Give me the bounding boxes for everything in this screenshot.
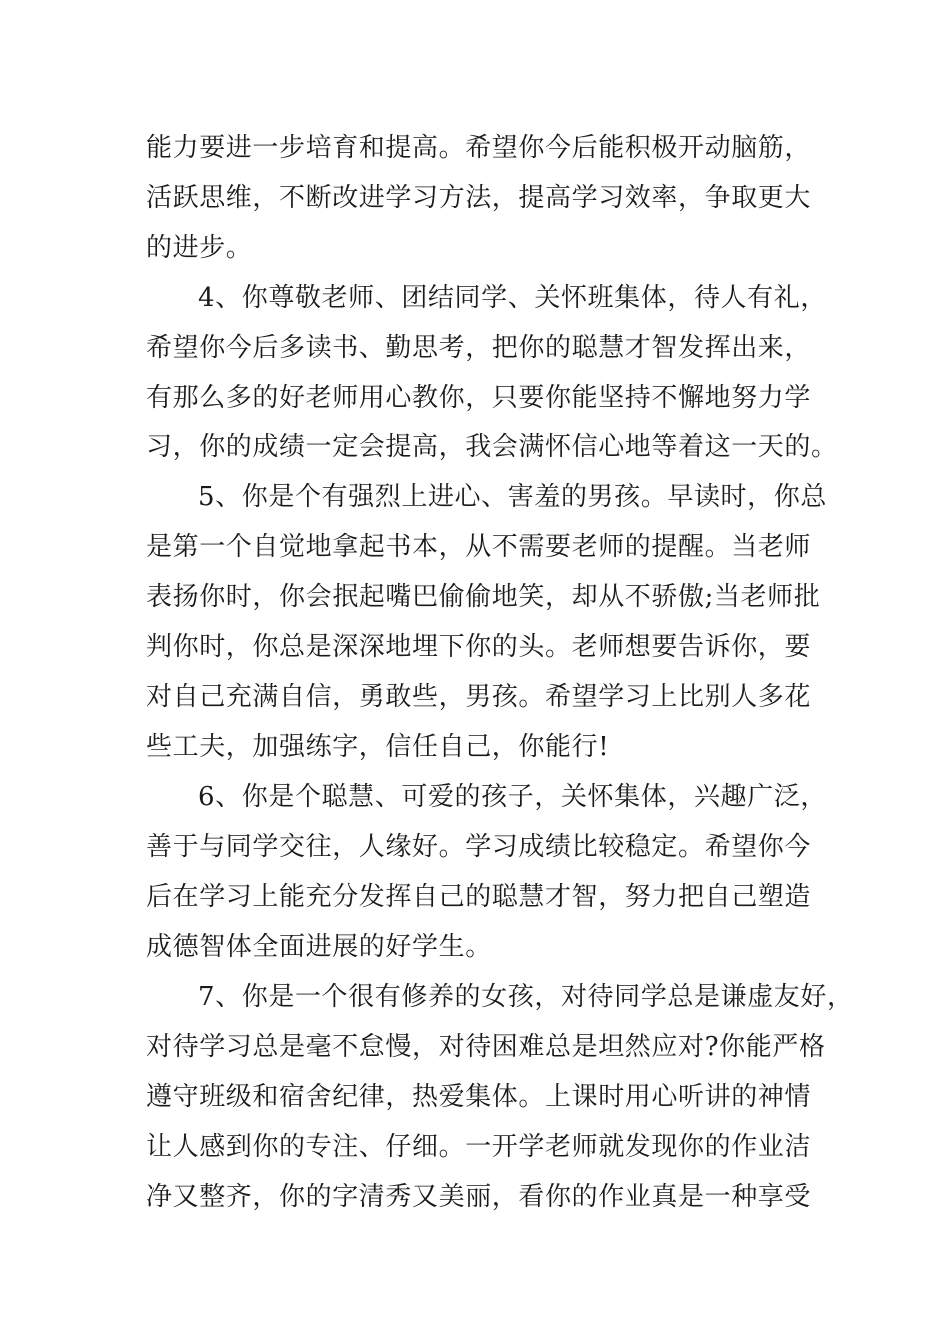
text-line: 净又整齐，你的字清秀又美丽，看你的作业真是一种享受 [146,1182,812,1212]
text-line: 些工夫，加强练字，信任自己，你能行! [146,732,610,762]
text-line: 让人感到你的专注、仔细。一开学老师就发现你的作业洁 [146,1132,812,1162]
text-line: 活跃思维，不断改进学习方法，提高学习效率，争取更大 [146,183,812,213]
text-line: 能力要进一步培育和提高。希望你今后能积极开动脑筋， [146,133,812,163]
text-line: 是第一个自觉地拿起书本，从不需要老师的提醒。当老师 [146,532,812,562]
paragraph-start-line: 4、你尊敬老师、团结同学、关怀班集体，待人有礼， [198,283,827,313]
text-line: 成德智体全面进展的好学生。 [146,932,492,962]
text-line: 对自己充满自信，勇敢些，男孩。希望学习上比别人多花 [146,682,812,712]
text-line: 希望你今后多读书、勤思考，把你的聪慧才智发挥出来， [146,333,812,363]
text-line: 表扬你时，你会抿起嘴巴偷偷地笑，却从不骄傲;当老师批 [146,582,821,612]
text-line: 有那么多的好老师用心教你，只要你能坚持不懈地努力学 [146,383,812,413]
text-line: 对待学习总是毫不怠慢，对待困难总是坦然应对?你能严格 [146,1032,826,1062]
text-line: 遵守班级和宿舍纪律，热爱集体。上课时用心听讲的神情 [146,1082,812,1112]
text-line: 的进步。 [146,233,253,263]
paragraph-start-line: 5、你是个有强烈上进心、害羞的男孩。早读时，你总 [198,482,827,512]
text-line: 习，你的成绩一定会提高，我会满怀信心地等着这一天的。 [146,432,838,462]
text-line: 判你时，你总是深深地埋下你的头。老师想要告诉你，要 [146,632,812,662]
text-line: 后在学习上能充分发挥自己的聪慧才智，努力把自己塑造 [146,882,812,912]
paragraph-start-line: 6、你是个聪慧、可爱的孩子，关怀集体，兴趣广泛， [198,782,827,812]
paragraph-start-line: 7、你是一个很有修养的女孩，对待同学总是谦虚友好， [198,982,854,1012]
text-line: 善于与同学交往，人缘好。学习成绩比较稳定。希望你今 [146,832,812,862]
